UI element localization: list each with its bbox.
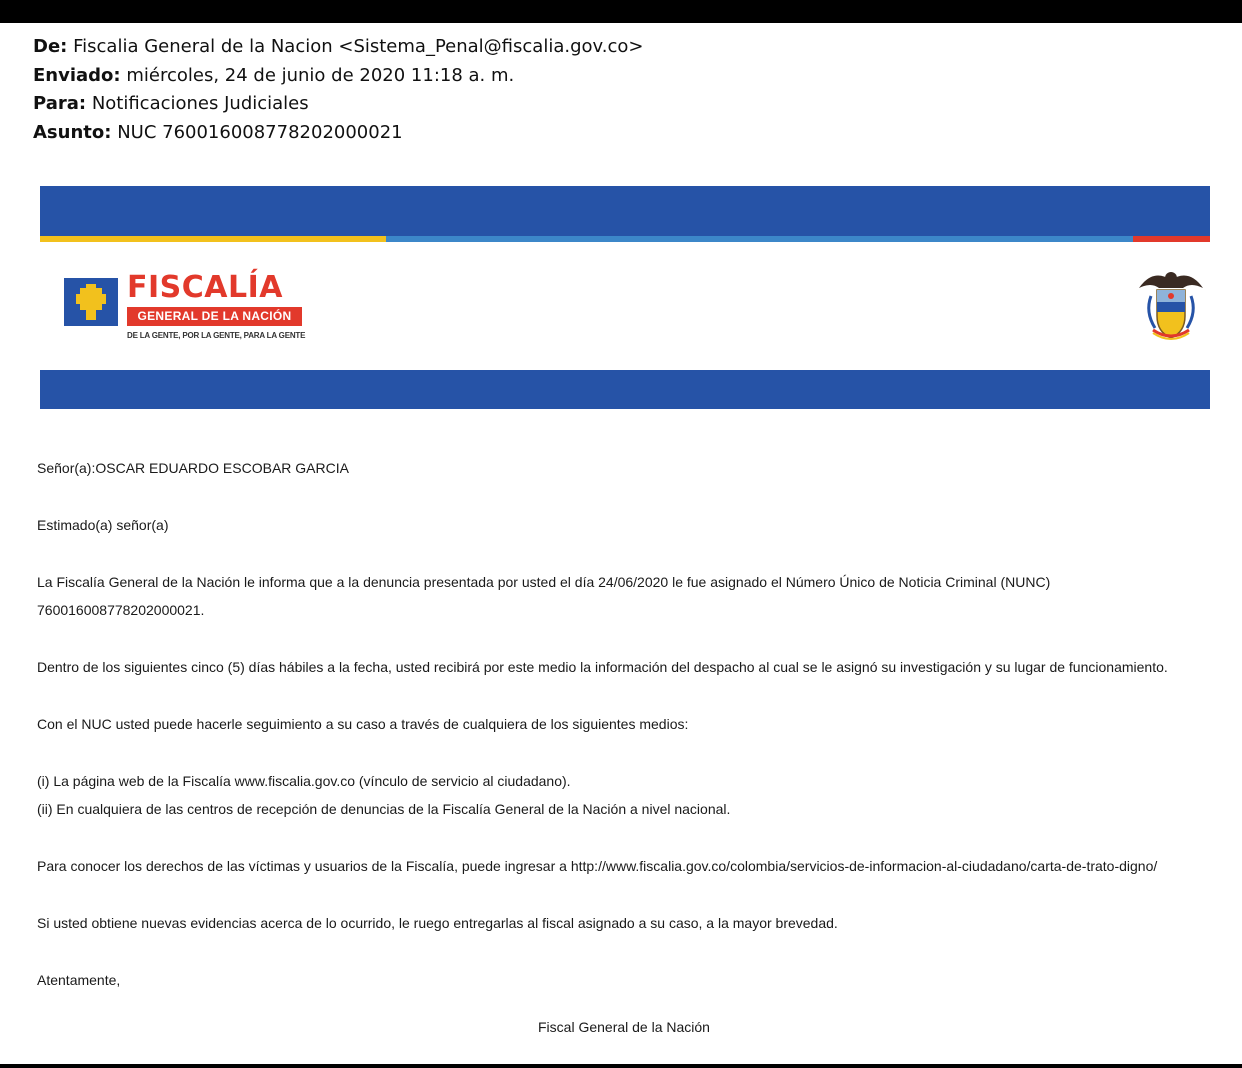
signature: Fiscal General de la Nación [538,1019,710,1035]
paragraph-4: Para conocer los derechos de las víctimas y usuarios de la Fiscalía, puede ingresar a http://www.fiscalia.gov.co/colombia/servicios-de-informacion-al-ciudadano/carta-de-trato-digno/ [37,858,1158,874]
subject-value: NUC 760016008778202000021 [117,121,403,143]
paragraph-5: Si usted obtiene nuevas evidencias acerca de lo ocurrido, le ruego entregarlas al fiscal asignado a su caso, a la mayor brevedad. [37,915,838,931]
subject-label: Asunto: [33,121,112,143]
fiscalia-logo [64,272,324,347]
header-band-top [40,186,1210,236]
from-value: Fiscalia General de la Nacion <Sistema_Penal@fiscalia.gov.co> [73,36,644,57]
bottom-black-bar [0,1064,1242,1068]
sent-label: Enviado: [33,64,121,86]
logo-tagline: DE LA GENTE, POR LA GENTE, PARA LA GENTE [127,331,306,340]
from-line [33,33,643,62]
subject-line [33,119,643,148]
stripe-yellow [40,236,386,242]
to-value: Notificaciones Judiciales [91,93,309,114]
list-item-2: (ii) En cualquiera de las centros de recepción de denuncias de la Fiscalía General de la Nación a nivel nacional. [37,801,731,817]
email-header [33,33,643,147]
top-black-bar [0,0,1242,23]
to-label: Para: [33,93,87,114]
paragraph-1-line-1: La Fiscalía General de la Nación le informa que a la denuncia presentada por usted el día 24/06/2020 le fue asignado el Número Único de Noticia Criminal (NUNC) [37,574,1051,590]
closing: Atentamente, [37,972,121,988]
paragraph-2: Dentro de los siguientes cinco (5) días hábiles a la fecha, usted recibirá por este medio la información del despacho al cual se le asignó su investigación y su lugar de funcionamiento. [37,659,1168,675]
colombia-coat-of-arms-icon [1133,266,1209,346]
salutation: Señor(a):OSCAR EDUARDO ESCOBAR GARCIA [37,460,349,476]
logo-wordmark: FISCALÍA [127,270,283,305]
sent-line [33,62,643,91]
paragraph-1-line-2: 760016008778202000021. [37,602,205,618]
header-band-bottom [40,370,1210,409]
from-label: De: [33,36,68,57]
stripe-red [1133,236,1210,242]
stripe-blue [386,236,1133,242]
to-line [33,90,643,119]
list-item-1: (i) La página web de la Fiscalía www.fiscalia.gov.co (vínculo de servicio al ciudadano). [37,773,571,789]
greeting: Estimado(a) señor(a) [37,517,169,533]
logo-subtitle: GENERAL DE LA NACIÓN [127,307,302,326]
fiscalia-cross-emblem-icon [64,278,118,326]
paragraph-3: Con el NUC usted puede hacerle seguimiento a su caso a través de cualquiera de los siguientes medios: [37,716,689,732]
sent-value: miércoles, 24 de junio de 2020 11:18 a. m. [126,64,515,86]
